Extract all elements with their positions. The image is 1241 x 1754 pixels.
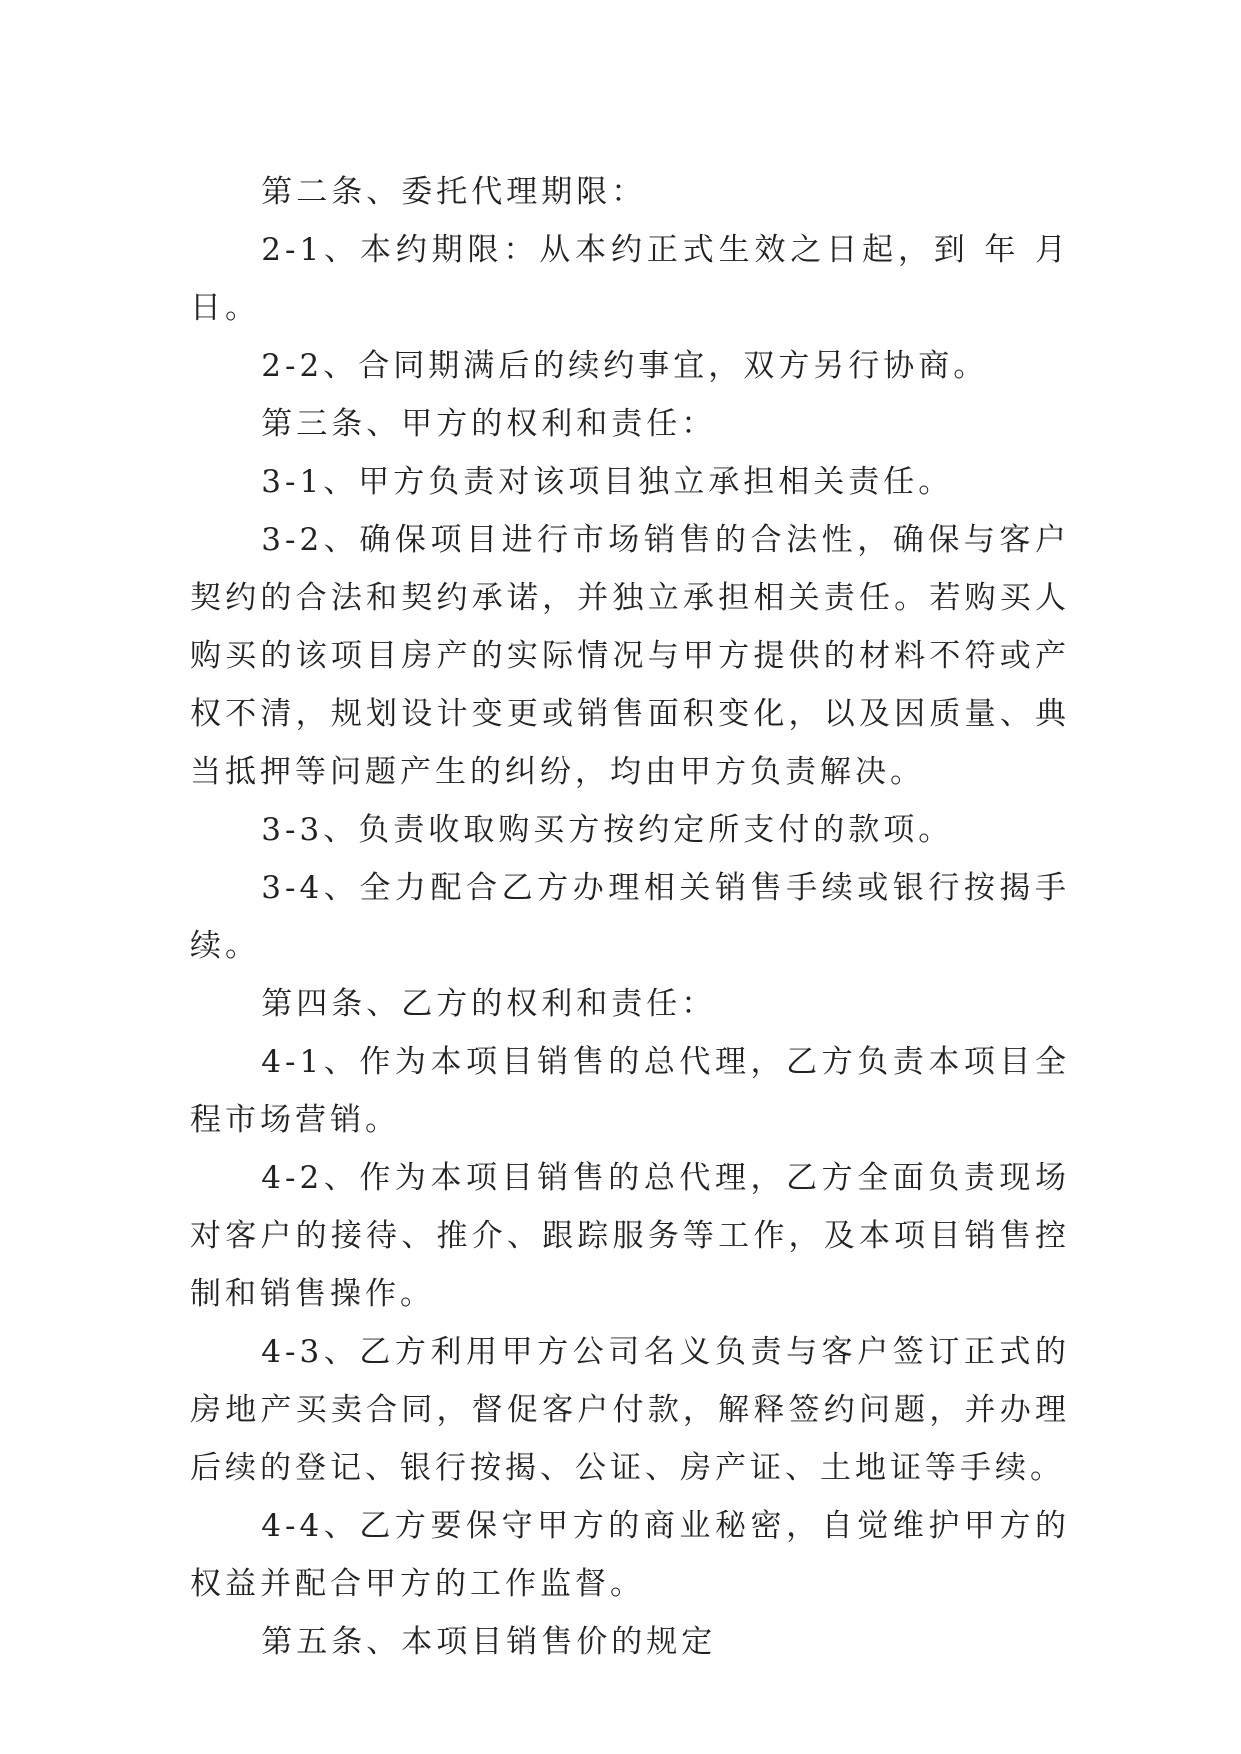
clause-3-2: 3-2、确保项目进行市场销售的合法性，确保与客户契约的合法和契约承诺，并独立承担相关责任。若购买人购买的该项目房产的实际情况与甲方提供的材料不符或产权不清，规划设计变更或销售面积变化，以及因质量、典当抵押等问题产生的纠纷，均由甲方负责解决。 [190,522,1070,790]
clause-2-1: 2-1、本约期限：从本约正式生效之日起，到 年 月 日。 [190,232,1070,326]
clause-5-heading: 第五条、本项目销售价的规定 [261,1624,717,1660]
clause-4-3: 4-3、乙方利用甲方公司名义负责与客户签订正式的房地产买卖合同，督促客户付款，解释签约问题，并办理后续的登记、银行按揭、公证、房产证、土地证等手续。 [190,1334,1070,1486]
clause-3-4: 3-4、全力配合乙方办理相关销售手续或银行按揭手续。 [190,870,1070,964]
clause-4-heading: 第四条、乙方的权利和责任： [261,986,717,1022]
clause-3-1: 3-1、甲方负责对该项目独立承担相关责任。 [261,464,954,500]
clause-2-2: 2-2、合同期满后的续约事宜，双方另行协商。 [261,348,989,384]
clause-3-3: 3-3、负责收取购买方按约定所支付的款项。 [261,812,954,848]
clause-4-1: 4-1、作为本项目销售的总代理，乙方负责本项目全程市场营销。 [190,1044,1070,1138]
clause-4-2: 4-2、作为本项目销售的总代理，乙方全面负责现场对客户的接待、推介、跟踪服务等工作，及本项目销售控制和销售操作。 [190,1160,1070,1312]
clause-4-4: 4-4、乙方要保守甲方的商业秘密，自觉维护甲方的权益并配合甲方的工作监督。 [190,1508,1070,1602]
contract-body [190,163,1070,1671]
clause-2-heading: 第二条、委托代理期限： [261,174,647,210]
clause-3-heading: 第三条、甲方的权利和责任： [261,406,717,442]
